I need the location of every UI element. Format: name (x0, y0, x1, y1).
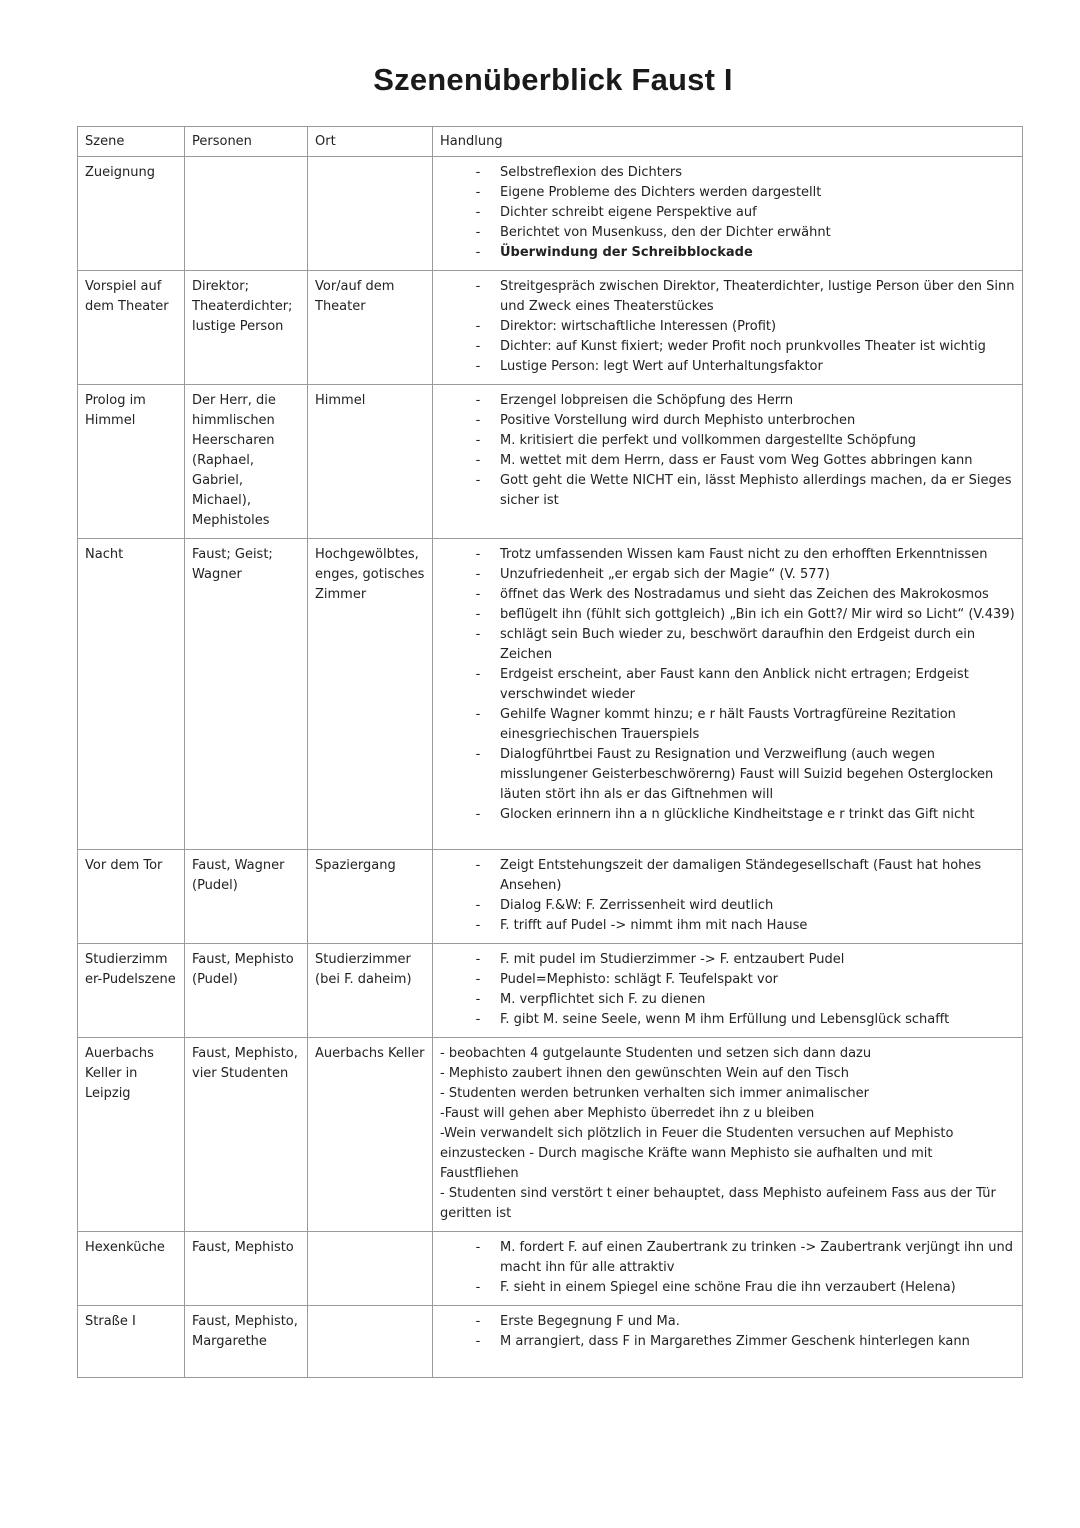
bullet-dash: - (475, 747, 481, 762)
cell-ort: Auerbachs Keller (308, 1038, 433, 1232)
bullet-dash: - (475, 1012, 481, 1027)
handlung-line: - Mephisto zaubert ihnen den gewünschten Wein auf den Tisch (440, 1066, 849, 1081)
handlung-list (440, 391, 1015, 511)
table-row (78, 157, 1023, 271)
bullet-dash: - (475, 807, 481, 822)
cell-personen: Faust, Mephisto, Margarethe (185, 1306, 308, 1378)
list-item (440, 391, 1015, 411)
list-item-text: Direktor: wirtschaftliche Interessen (Profit) (500, 319, 777, 334)
list-item-text: M. wettet mit dem Herrn, dass er Faust vom Weg Gottes abbringen kann (500, 453, 973, 468)
cell-personen: Der Herr, die himmlischen Heerscharen (Raphael, Gabriel, Michael), Mephistoles (185, 385, 308, 539)
cell-personen: Faust; Geist; Wagner (185, 539, 308, 850)
list-item-text: F. mit pudel im Studierzimmer -> F. entzaubert Pudel (500, 952, 845, 967)
bullet-dash: - (475, 225, 481, 240)
cell-handlung (433, 1038, 1023, 1232)
bullet-dash: - (475, 858, 481, 873)
handlung-line: - beobachten 4 gutgelaunte Studenten und setzen sich dann dazu (440, 1046, 872, 1061)
list-item-text: Trotz umfassenden Wissen kam Faust nicht zu den erhofften Erkenntnissen (500, 547, 988, 562)
table-row (78, 1232, 1023, 1306)
list-item (440, 916, 1015, 936)
cell-ort: Vor/auf dem Theater (308, 271, 433, 385)
cell-ort (308, 1306, 433, 1378)
bullet-dash: - (475, 918, 481, 933)
cell-handlung (433, 157, 1023, 271)
cell-szene: Vor dem Tor (78, 850, 185, 944)
cell-personen: Faust, Wagner (Pudel) (185, 850, 308, 944)
bullet-dash: - (475, 359, 481, 374)
list-item (440, 1238, 1015, 1278)
list-item-text: Erste Begegnung F und Ma. (500, 1314, 680, 1329)
list-item (440, 431, 1015, 451)
list-item (440, 223, 1015, 243)
list-item (440, 805, 1015, 825)
list-item-text: F. sieht in einem Spiegel eine schöne Frau die ihn verzaubert (Helena) (500, 1280, 956, 1295)
list-item (440, 585, 1015, 605)
bullet-dash: - (475, 952, 481, 967)
list-item (440, 471, 1015, 511)
handlung-line: -Faust will gehen aber Mephisto überredet ihn z u bleiben (440, 1106, 815, 1121)
list-item (440, 357, 1015, 377)
cell-szene: Straße I (78, 1306, 185, 1378)
list-item-text: Positive Vorstellung wird durch Mephisto unterbrochen (500, 413, 856, 428)
cell-ort: Spaziergang (308, 850, 433, 944)
cell-szene: Nacht (78, 539, 185, 850)
bullet-dash: - (475, 567, 481, 582)
bullet-dash: - (475, 547, 481, 562)
list-item-text: F. trifft auf Pudel -> nimmt ihm mit nach Hause (500, 918, 808, 933)
bullet-dash: - (475, 393, 481, 408)
bullet-dash: - (475, 319, 481, 334)
list-item-text: Erzengel lobpreisen die Schöpfung des Herrn (500, 393, 794, 408)
bullet-dash: - (475, 627, 481, 642)
list-item-text: Berichtet von Musenkuss, den der Dichter erwähnt (500, 225, 831, 240)
cell-personen: Faust, Mephisto, vier Studenten (185, 1038, 308, 1232)
bullet-dash: - (475, 1314, 481, 1329)
bullet-dash: - (475, 1240, 481, 1255)
handlung-line: -Wein verwandelt sich plötzlich in Feuer die Studenten versuchen auf Mephisto einzustecken - Durch magische Kräfte wann Mephisto sie aufhalten und mit Faustfliehen (440, 1126, 954, 1181)
header-szene: Szene (78, 127, 185, 157)
list-item (440, 203, 1015, 223)
list-item (440, 665, 1015, 705)
list-item (440, 990, 1015, 1010)
list-item (440, 605, 1015, 625)
cell-handlung (433, 1306, 1023, 1378)
bullet-dash: - (475, 413, 481, 428)
list-item (440, 625, 1015, 665)
bullet-dash: - (475, 165, 481, 180)
list-item-text: beflügelt ihn (fühlt sich gottgleich) „Bin ich ein Gott?/ Mir wird so Licht“ (V.439) (500, 607, 1015, 622)
list-item-text: Pudel=Mephisto: schlägt F. Teufelspakt vor (500, 972, 779, 987)
cell-ort (308, 1232, 433, 1306)
cell-personen: Faust, Mephisto (Pudel) (185, 944, 308, 1038)
cell-handlung (433, 1232, 1023, 1306)
list-item-text: öffnet das Werk des Nostradamus und sieht das Zeichen des Makrokosmos (500, 587, 989, 602)
cell-ort: Studierzimmer (bei F. daheim) (308, 944, 433, 1038)
list-item-text: M. verpflichtet sich F. zu dienen (500, 992, 706, 1007)
bullet-dash: - (475, 205, 481, 220)
list-item-text: Streitgespräch zwischen Direktor, Theaterdichter, lustige Person über den Sinn und Zweck eines Theaterstückes (500, 279, 1015, 314)
list-item (440, 705, 1015, 745)
list-item-text: Dichter: auf Kunst fixiert; weder Profit noch prunkvolles Theater ist wichtig (500, 339, 986, 354)
table-row (78, 385, 1023, 539)
list-item (440, 1278, 1015, 1298)
cell-ort (308, 157, 433, 271)
bullet-dash: - (475, 473, 481, 488)
header-personen: Personen (185, 127, 308, 157)
handlung-list (440, 950, 1015, 1030)
list-item (440, 277, 1015, 317)
cell-personen (185, 157, 308, 271)
list-item (440, 163, 1015, 183)
cell-szene: Hexenküche (78, 1232, 185, 1306)
cell-ort: Hochgewölbtes, enges, gotisches Zimmer (308, 539, 433, 850)
bullet-dash: - (475, 1280, 481, 1295)
bullet-dash: - (475, 245, 481, 260)
list-item (440, 317, 1015, 337)
handlung-list (440, 163, 1015, 263)
list-item-text: Dichter schreibt eigene Perspektive auf (500, 205, 757, 220)
bullet-dash: - (475, 279, 481, 294)
handlung-list (440, 856, 1015, 936)
list-item (440, 950, 1015, 970)
table-row (78, 850, 1023, 944)
cell-szene: Auerbachs Keller in Leipzig (78, 1038, 185, 1232)
cell-handlung (433, 944, 1023, 1038)
table-row (78, 271, 1023, 385)
list-item (440, 565, 1015, 585)
bullet-dash: - (475, 707, 481, 722)
header-handlung: Handlung (433, 127, 1023, 157)
cell-szene: Prolog im Himmel (78, 385, 185, 539)
handlung-line: - Studenten werden betrunken verhalten sich immer animalischer (440, 1086, 869, 1101)
bullet-dash: - (475, 992, 481, 1007)
list-item-text: Dialog F.&W: F. Zerrissenheit wird deutlich (500, 898, 774, 913)
bullet-dash: - (475, 587, 481, 602)
list-item (440, 1332, 1015, 1352)
list-item (440, 896, 1015, 916)
cell-szene: Studierzimm er-Pudelszene (78, 944, 185, 1038)
list-item-text: Selbstreflexion des Dichters (500, 165, 683, 180)
list-item (440, 545, 1015, 565)
cell-handlung (433, 850, 1023, 944)
bullet-dash: - (475, 898, 481, 913)
bullet-dash: - (475, 339, 481, 354)
list-item-text: Dialogführtbei Faust zu Resignation und Verzweiflung (auch wegen misslungener Geisterbeschwörerng) Faust will Suizid begehen Osterglocken läuten stört ihn als er das Giftnehmen will (500, 747, 994, 802)
list-item (440, 970, 1015, 990)
list-item (440, 411, 1015, 431)
list-item (440, 183, 1015, 203)
table-row (78, 1038, 1023, 1232)
handlung-line: - Studenten sind verstört t einer behauptet, dass Mephisto aufeinem Fass aus der Tür geritten ist (440, 1186, 996, 1221)
bullet-dash: - (475, 1334, 481, 1349)
cell-ort: Himmel (308, 385, 433, 539)
list-item (440, 1312, 1015, 1332)
list-item (440, 451, 1015, 471)
list-item-text: Unzufriedenheit „er ergab sich der Magie“ (V. 577) (500, 567, 830, 582)
list-item (440, 1010, 1015, 1030)
page-title: Szenenüberblick Faust I (373, 62, 733, 97)
list-item-text: Glocken erinnern ihn a n glückliche Kindheitstage e r trinkt das Gift nicht (500, 807, 975, 822)
list-item-text: Eigene Probleme des Dichters werden dargestellt (500, 185, 822, 200)
table-row (78, 944, 1023, 1038)
list-item-text: Erdgeist erscheint, aber Faust kann den Anblick nicht ertragen; Erdgeist verschwindet wieder (500, 667, 969, 702)
list-item-text: F. gibt M. seine Seele, wenn M ihm Erfüllung und Lebensglück schafft (500, 1012, 950, 1027)
header-ort: Ort (308, 127, 433, 157)
table-row (78, 539, 1023, 850)
table-header-row (78, 127, 1023, 157)
handlung-list (440, 1238, 1015, 1298)
bullet-dash: - (475, 433, 481, 448)
table-row (78, 1306, 1023, 1378)
list-item-text: Gott geht die Wette NICHT ein, lässt Mephisto allerdings machen, da er Sieges sicher ist (500, 473, 1012, 508)
list-item (440, 745, 1015, 805)
list-item-text: M. kritisiert die perfekt und vollkommen dargestellte Schöpfung (500, 433, 917, 448)
cell-handlung (433, 539, 1023, 850)
list-item (440, 856, 1015, 896)
list-item-text: M arrangiert, dass F in Margarethes Zimmer Geschenk hinterlegen kann (500, 1334, 970, 1349)
cell-personen: Direktor; Theaterdichter; lustige Person (185, 271, 308, 385)
bullet-dash: - (475, 972, 481, 987)
bullet-dash: - (475, 667, 481, 682)
list-item-text: Gehilfe Wagner kommt hinzu; e r hält Fausts Vortragfüreine Rezitation einesgriechischen Trauerspiels (500, 707, 956, 742)
bullet-dash: - (475, 453, 481, 468)
list-item-text: Überwindung der Schreibblockade (500, 245, 753, 260)
handlung-list (440, 1312, 1015, 1352)
list-item-text: Zeigt Entstehungszeit der damaligen Ständegesellschaft (Faust hat hohes Ansehen) (500, 858, 982, 893)
scene-overview-table (77, 126, 1023, 1378)
bullet-dash: - (475, 607, 481, 622)
bullet-dash: - (475, 185, 481, 200)
cell-personen: Faust, Mephisto (185, 1232, 308, 1306)
list-item (440, 243, 1015, 263)
handlung-list (440, 545, 1015, 825)
cell-szene: Zueignung (78, 157, 185, 271)
cell-handlung (433, 385, 1023, 539)
list-item-text: Lustige Person: legt Wert auf Unterhaltungsfaktor (500, 359, 823, 374)
handlung-list (440, 277, 1015, 377)
list-item-text: schlägt sein Buch wieder zu, beschwört daraufhin den Erdgeist durch ein Zeichen (500, 627, 976, 662)
cell-handlung (433, 271, 1023, 385)
cell-szene: Vorspiel auf dem Theater (78, 271, 185, 385)
list-item (440, 337, 1015, 357)
list-item-text: M. fordert F. auf einen Zaubertrank zu trinken -> Zaubertrank verjüngt ihn und macht ihn für alle attraktiv (500, 1240, 1013, 1275)
